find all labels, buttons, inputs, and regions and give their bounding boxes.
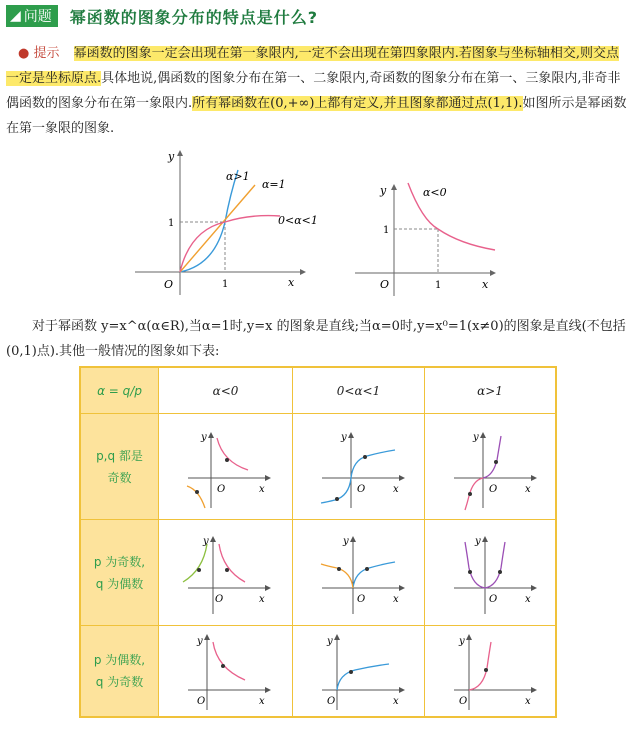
svg-text:x: x	[393, 484, 399, 495]
hint-highlight-1: 幂函数的图象一定会出现在第一象限内,一定不会出现在第四象限内.若图象与坐标轴相交,则交点一定是坐标原点.	[6, 46, 620, 86]
svg-text:O: O	[489, 594, 498, 605]
graph-odd-odd-negative	[183, 430, 273, 510]
label-alpha-gt1: α>1	[226, 170, 250, 183]
row-header: p 为偶数, q 为奇数	[81, 626, 159, 716]
svg-text:y: y	[203, 536, 209, 547]
svg-text:y: y	[341, 432, 347, 443]
graph-even-odd-fraction	[317, 634, 407, 712]
hint-label: 提示	[33, 46, 60, 61]
power-function-table	[79, 366, 557, 718]
svg-text:y: y	[473, 432, 479, 443]
hint-text: 具体地说,偶函数的图象分布在第一、二象限内,奇函数的图象分布在第一、三象限内,非奇非偶函数的图象分布在第一象限内.	[6, 71, 621, 111]
svg-text:y: y	[459, 636, 465, 647]
figure-first-quadrant	[130, 150, 318, 300]
svg-text:x: x	[259, 594, 265, 605]
label-alpha-lt0: α<0	[423, 186, 447, 199]
row-header: p 为奇数, q 为偶数	[81, 520, 159, 626]
svg-text:x: x	[259, 696, 265, 707]
col-header: α>1	[425, 368, 555, 414]
label-alpha-eq1: α=1	[262, 178, 286, 191]
question-tag	[6, 5, 58, 27]
svg-text:O: O	[327, 696, 336, 707]
axis-x-label-2: x	[482, 278, 489, 291]
svg-text:O: O	[215, 594, 224, 605]
description-paragraph: 对于幂函数 y=x^α(α∈R),当α=1时,y=x 的图象是直线;当α=0时,y=x⁰=1(x≠0)的图象是直线(不包括(0,1)点).其他一般情况的图象如下表:	[6, 319, 626, 359]
svg-text:y: y	[343, 536, 349, 547]
axis-x-label: x	[288, 276, 295, 289]
svg-text:x: x	[259, 484, 265, 495]
table-corner: α = q/p	[81, 368, 159, 414]
question-header	[6, 4, 318, 28]
tick-x-label-2: 1	[435, 280, 442, 291]
tick-y-label: 1	[168, 218, 175, 229]
graph-odd-even-fraction	[317, 536, 407, 616]
svg-text:x: x	[525, 696, 531, 707]
label-alpha-01: 0<α<1	[278, 214, 318, 227]
graph-odd-odd-fraction	[317, 430, 407, 510]
col-header: α<0	[159, 368, 293, 414]
figure-negative-alpha	[350, 178, 500, 298]
question-title: 幂函数的图象分布的特点是什么?	[69, 7, 319, 27]
graph-odd-even-gt1	[449, 536, 539, 616]
svg-text:x: x	[393, 696, 399, 707]
svg-text:x: x	[393, 594, 399, 605]
svg-text:O: O	[357, 594, 366, 605]
svg-text:y: y	[197, 636, 203, 647]
svg-text:x: x	[525, 594, 531, 605]
origin-label: O	[164, 278, 174, 291]
question-tag-label: 问题	[23, 9, 52, 25]
graph-odd-odd-gt1	[449, 430, 539, 510]
svg-text:O: O	[459, 696, 468, 707]
graph-odd-even-negative	[183, 536, 273, 616]
svg-text:x: x	[525, 484, 531, 495]
origin-label-2: O	[380, 278, 390, 291]
tick-x-label: 1	[222, 279, 229, 290]
svg-text:O: O	[489, 484, 498, 495]
hint-tail: 如图所示是幂函数在第一象限的图象.	[6, 96, 627, 136]
svg-text:y: y	[327, 636, 333, 647]
svg-text:O: O	[357, 484, 366, 495]
hint-highlight-2: 所有幂函数在(0,+∞)上都有定义,并且图象都通过点(1,1).	[192, 96, 523, 111]
axis-y-label-2: y	[380, 184, 387, 197]
axis-y-label: y	[168, 150, 175, 163]
svg-text:y: y	[475, 536, 481, 547]
svg-text:O: O	[217, 484, 226, 495]
col-header: 0<α<1	[293, 368, 425, 414]
graph-even-odd-negative	[183, 634, 273, 712]
svg-text:O: O	[197, 696, 206, 707]
hint-paragraph	[6, 41, 630, 141]
svg-text:y: y	[201, 432, 207, 443]
tick-y-label-2: 1	[383, 225, 390, 236]
graph-even-odd-gt1	[449, 634, 539, 712]
row-header: p,q 都是 奇数	[81, 414, 159, 520]
hint-icon: ●	[18, 46, 30, 61]
slash-icon: ◢	[10, 8, 21, 24]
